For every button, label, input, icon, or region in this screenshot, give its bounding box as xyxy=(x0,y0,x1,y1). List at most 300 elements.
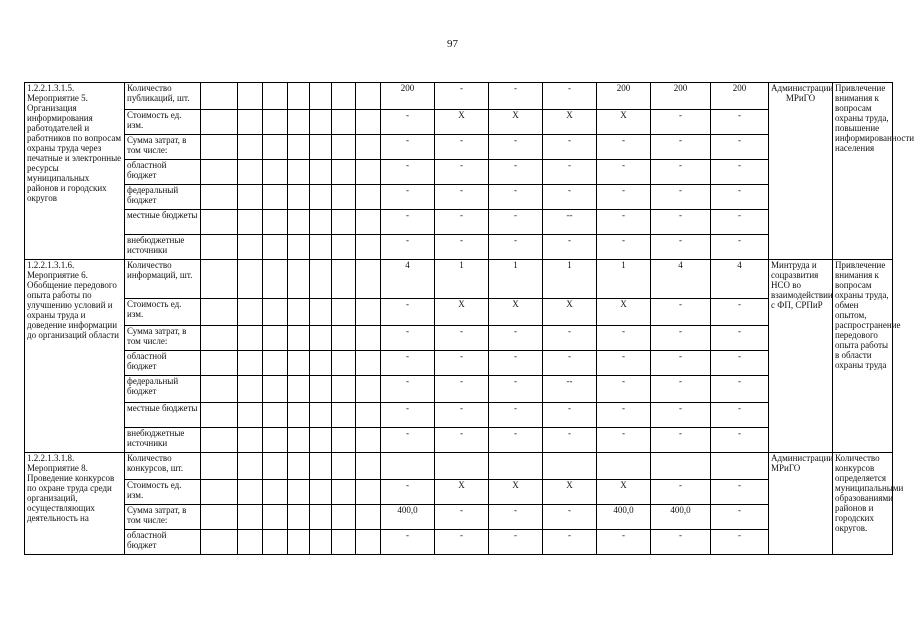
empty-cell xyxy=(332,135,356,160)
responsible-executor: Минтруда и соцразвития НСО во взаимодействии с ФП, СРПиР xyxy=(769,260,833,453)
table-row xyxy=(25,326,893,351)
value-cell: 1 xyxy=(489,260,543,299)
value-cell: - xyxy=(381,299,435,326)
indicator-label: Стоимость ед. изм. xyxy=(125,299,201,326)
empty-cell xyxy=(332,428,356,453)
value-cell: - xyxy=(543,403,597,428)
empty-cell xyxy=(288,83,310,110)
empty-cell xyxy=(238,505,263,530)
empty-cell xyxy=(288,351,310,376)
responsible-executor: Администрации МРиГО xyxy=(769,453,833,555)
value-cell xyxy=(489,453,543,480)
value-cell: - xyxy=(489,326,543,351)
empty-cell xyxy=(201,326,238,351)
table-row xyxy=(25,235,893,260)
value-cell: -- xyxy=(543,210,597,235)
value-cell: - xyxy=(381,160,435,185)
value-cell: - xyxy=(711,299,769,326)
empty-cell xyxy=(332,299,356,326)
empty-cell xyxy=(263,480,288,505)
value-cell: - xyxy=(597,428,651,453)
value-cell: - xyxy=(543,185,597,210)
value-cell: X xyxy=(435,299,489,326)
value-cell: - xyxy=(711,160,769,185)
value-cell: - xyxy=(651,135,711,160)
value-cell: - xyxy=(711,505,769,530)
empty-cell xyxy=(332,480,356,505)
empty-cell xyxy=(263,428,288,453)
value-cell: - xyxy=(381,480,435,505)
value-cell: - xyxy=(711,185,769,210)
empty-cell xyxy=(356,135,381,160)
value-cell: 1 xyxy=(597,260,651,299)
empty-cell xyxy=(310,403,332,428)
empty-cell xyxy=(201,210,238,235)
empty-cell xyxy=(201,403,238,428)
table-row xyxy=(25,351,893,376)
empty-cell xyxy=(332,403,356,428)
empty-cell xyxy=(332,235,356,260)
value-cell: - xyxy=(711,351,769,376)
value-cell: X xyxy=(489,110,543,135)
empty-cell xyxy=(356,403,381,428)
value-cell xyxy=(435,453,489,480)
value-cell: - xyxy=(651,210,711,235)
indicator-label: Стоимость ед. изм. xyxy=(125,480,201,505)
empty-cell xyxy=(238,403,263,428)
value-cell: - xyxy=(435,530,489,555)
empty-cell xyxy=(238,260,263,299)
value-cell xyxy=(711,453,769,480)
empty-cell xyxy=(310,83,332,110)
value-cell: X xyxy=(435,480,489,505)
empty-cell xyxy=(238,135,263,160)
empty-cell xyxy=(201,351,238,376)
empty-cell xyxy=(201,376,238,403)
empty-cell xyxy=(238,428,263,453)
value-cell: - xyxy=(597,403,651,428)
value-cell: - xyxy=(489,428,543,453)
value-cell: - xyxy=(489,185,543,210)
empty-cell xyxy=(201,185,238,210)
empty-cell xyxy=(288,403,310,428)
value-cell: - xyxy=(381,210,435,235)
empty-cell xyxy=(238,351,263,376)
empty-cell xyxy=(263,83,288,110)
empty-cell xyxy=(263,299,288,326)
empty-cell xyxy=(201,428,238,453)
value-cell: - xyxy=(651,299,711,326)
value-cell: -- xyxy=(543,376,597,403)
empty-cell xyxy=(288,376,310,403)
empty-cell xyxy=(356,110,381,135)
indicator-label: Сумма затрат, в том числе: xyxy=(125,135,201,160)
indicator-label: Количество информаций, шт. xyxy=(125,260,201,299)
value-cell: - xyxy=(543,428,597,453)
empty-cell xyxy=(201,135,238,160)
indicator-label: Сумма затрат, в том числе: xyxy=(125,505,201,530)
empty-cell xyxy=(288,428,310,453)
value-cell: - xyxy=(435,185,489,210)
value-cell: - xyxy=(597,351,651,376)
empty-cell xyxy=(263,260,288,299)
value-cell: - xyxy=(651,480,711,505)
value-cell: - xyxy=(435,83,489,110)
empty-cell xyxy=(356,235,381,260)
value-cell: - xyxy=(435,235,489,260)
value-cell: - xyxy=(381,185,435,210)
value-cell: - xyxy=(435,326,489,351)
empty-cell xyxy=(288,135,310,160)
value-cell: - xyxy=(489,376,543,403)
empty-cell xyxy=(201,110,238,135)
empty-cell xyxy=(238,83,263,110)
empty-cell xyxy=(238,299,263,326)
indicator-label: Количество конкурсов, шт. xyxy=(125,453,201,480)
indicator-label: внебюджетные источники xyxy=(125,428,201,453)
value-cell: - xyxy=(597,530,651,555)
value-cell: - xyxy=(489,403,543,428)
value-cell: - xyxy=(651,428,711,453)
empty-cell xyxy=(332,376,356,403)
table-row xyxy=(25,185,893,210)
value-cell: - xyxy=(435,505,489,530)
table-row xyxy=(25,376,893,403)
empty-cell xyxy=(332,110,356,135)
empty-cell xyxy=(263,403,288,428)
value-cell xyxy=(597,453,651,480)
empty-cell xyxy=(288,210,310,235)
value-cell: 200 xyxy=(381,83,435,110)
activity-name: 1.2.2.1.3.1.5. Мероприятие 5. Организация информирования работодателей и работников по вопросам охраны труда через печатные и электронные ресурсы муниципальных районов и городских округов xyxy=(25,83,125,260)
empty-cell xyxy=(310,210,332,235)
value-cell: - xyxy=(381,530,435,555)
value-cell: - xyxy=(381,376,435,403)
value-cell: - xyxy=(711,480,769,505)
empty-cell xyxy=(310,453,332,480)
value-cell: - xyxy=(651,376,711,403)
empty-cell xyxy=(356,453,381,480)
indicator-label: Стоимость ед. изм. xyxy=(125,110,201,135)
value-cell: - xyxy=(651,160,711,185)
table-body xyxy=(25,83,914,555)
value-cell: X xyxy=(597,299,651,326)
indicator-label: Количество публикаций, шт. xyxy=(125,83,201,110)
value-cell: X xyxy=(489,480,543,505)
value-cell: - xyxy=(381,135,435,160)
value-cell: - xyxy=(381,326,435,351)
value-cell: 1 xyxy=(543,260,597,299)
empty-cell xyxy=(356,505,381,530)
value-cell: - xyxy=(435,210,489,235)
empty-cell xyxy=(332,185,356,210)
empty-cell xyxy=(263,210,288,235)
empty-cell xyxy=(332,83,356,110)
indicator-label: местные бюджеты xyxy=(125,210,201,235)
empty-cell xyxy=(201,299,238,326)
empty-cell xyxy=(263,453,288,480)
table-row xyxy=(25,110,893,135)
empty-cell xyxy=(356,260,381,299)
empty-cell xyxy=(288,530,310,555)
empty-cell xyxy=(288,326,310,351)
empty-cell xyxy=(310,530,332,555)
empty-cell xyxy=(356,376,381,403)
empty-cell xyxy=(310,185,332,210)
value-cell: X xyxy=(489,299,543,326)
table-row xyxy=(25,453,893,480)
empty-cell xyxy=(288,260,310,299)
empty-cell xyxy=(310,235,332,260)
value-cell: - xyxy=(543,530,597,555)
value-cell: - xyxy=(435,403,489,428)
value-cell: 200 xyxy=(597,83,651,110)
value-cell: 200 xyxy=(651,83,711,110)
empty-cell xyxy=(238,185,263,210)
table-row xyxy=(25,480,893,505)
empty-cell xyxy=(238,376,263,403)
indicator-label: областной бюджет xyxy=(125,530,201,555)
program-table xyxy=(24,82,914,555)
empty-cell xyxy=(263,160,288,185)
empty-cell xyxy=(310,326,332,351)
value-cell: 400,0 xyxy=(597,505,651,530)
value-cell: - xyxy=(651,326,711,351)
empty-cell xyxy=(263,530,288,555)
empty-cell xyxy=(310,351,332,376)
value-cell: - xyxy=(435,428,489,453)
table-row xyxy=(25,403,893,428)
empty-cell xyxy=(310,428,332,453)
value-cell: X xyxy=(597,110,651,135)
value-cell: - xyxy=(543,505,597,530)
value-cell: - xyxy=(381,403,435,428)
empty-cell xyxy=(356,480,381,505)
empty-cell xyxy=(356,326,381,351)
empty-cell xyxy=(288,185,310,210)
empty-cell xyxy=(288,235,310,260)
empty-cell xyxy=(238,160,263,185)
value-cell: - xyxy=(381,110,435,135)
value-cell: - xyxy=(597,326,651,351)
empty-cell xyxy=(310,260,332,299)
empty-cell xyxy=(238,326,263,351)
value-cell: - xyxy=(543,235,597,260)
empty-cell xyxy=(263,351,288,376)
empty-cell xyxy=(201,530,238,555)
empty-cell xyxy=(201,505,238,530)
indicator-label: федеральный бюджет xyxy=(125,376,201,403)
value-cell: - xyxy=(489,530,543,555)
empty-cell xyxy=(201,453,238,480)
empty-cell xyxy=(263,235,288,260)
value-cell: - xyxy=(651,351,711,376)
empty-cell xyxy=(238,453,263,480)
empty-cell xyxy=(263,505,288,530)
expected-result: Привлечение внимания к вопросам охраны труда, повышение информированности населения xyxy=(833,83,893,260)
empty-cell xyxy=(288,480,310,505)
empty-cell xyxy=(263,326,288,351)
empty-cell xyxy=(263,376,288,403)
table-row xyxy=(25,260,893,299)
value-cell: - xyxy=(543,351,597,376)
value-cell: - xyxy=(543,83,597,110)
expected-result: Привлечение внимания к вопросам охраны труда, обмен опытом, распространение передового опыта работы в области охраны труда xyxy=(833,260,893,453)
indicator-label: федеральный бюджет xyxy=(125,185,201,210)
empty-cell xyxy=(356,299,381,326)
expected-result: Количество конкурсов определяется муниципальными образованиями районов и городских округов. xyxy=(833,453,893,555)
value-cell: - xyxy=(489,505,543,530)
empty-cell xyxy=(356,185,381,210)
indicator-label: областной бюджет xyxy=(125,351,201,376)
value-cell: - xyxy=(711,210,769,235)
empty-cell xyxy=(310,299,332,326)
value-cell: 200 xyxy=(711,83,769,110)
empty-cell xyxy=(201,83,238,110)
table-row xyxy=(25,83,893,110)
value-cell: - xyxy=(651,530,711,555)
value-cell: 4 xyxy=(711,260,769,299)
value-cell: - xyxy=(597,210,651,235)
empty-cell xyxy=(288,505,310,530)
value-cell: X xyxy=(543,299,597,326)
value-cell xyxy=(543,453,597,480)
value-cell: - xyxy=(489,235,543,260)
empty-cell xyxy=(288,110,310,135)
value-cell xyxy=(381,453,435,480)
value-cell: - xyxy=(435,351,489,376)
empty-cell xyxy=(263,185,288,210)
value-cell: - xyxy=(381,351,435,376)
table-row xyxy=(25,210,893,235)
value-cell: - xyxy=(489,83,543,110)
value-cell: 400,0 xyxy=(651,505,711,530)
empty-cell xyxy=(310,135,332,160)
empty-cell xyxy=(201,235,238,260)
value-cell: - xyxy=(543,160,597,185)
value-cell: - xyxy=(381,235,435,260)
empty-cell xyxy=(332,530,356,555)
value-cell: - xyxy=(711,403,769,428)
empty-cell xyxy=(356,428,381,453)
empty-cell xyxy=(288,299,310,326)
empty-cell xyxy=(332,260,356,299)
empty-cell xyxy=(310,376,332,403)
indicator-label: областной бюджет xyxy=(125,160,201,185)
value-cell: - xyxy=(381,428,435,453)
value-cell: - xyxy=(711,428,769,453)
value-cell xyxy=(651,453,711,480)
value-cell: - xyxy=(711,530,769,555)
empty-cell xyxy=(201,260,238,299)
empty-cell xyxy=(332,351,356,376)
value-cell: - xyxy=(711,235,769,260)
value-cell: X xyxy=(435,110,489,135)
empty-cell xyxy=(238,530,263,555)
empty-cell xyxy=(263,135,288,160)
empty-cell xyxy=(310,160,332,185)
empty-cell xyxy=(310,110,332,135)
empty-cell xyxy=(201,160,238,185)
empty-cell xyxy=(238,210,263,235)
value-cell: - xyxy=(711,110,769,135)
value-cell: - xyxy=(597,135,651,160)
value-cell: - xyxy=(651,403,711,428)
empty-cell xyxy=(356,160,381,185)
empty-cell xyxy=(288,453,310,480)
value-cell: - xyxy=(597,235,651,260)
value-cell: - xyxy=(711,326,769,351)
page-number: 97 xyxy=(447,38,458,50)
empty-cell xyxy=(332,505,356,530)
value-cell: - xyxy=(435,376,489,403)
empty-cell xyxy=(332,453,356,480)
value-cell: - xyxy=(543,135,597,160)
value-cell: - xyxy=(711,135,769,160)
value-cell: - xyxy=(597,376,651,403)
empty-cell xyxy=(310,505,332,530)
empty-cell xyxy=(238,235,263,260)
value-cell: - xyxy=(489,351,543,376)
empty-cell xyxy=(356,351,381,376)
value-cell: X xyxy=(543,110,597,135)
value-cell: 1 xyxy=(435,260,489,299)
empty-cell xyxy=(332,160,356,185)
value-cell: - xyxy=(651,235,711,260)
empty-cell xyxy=(201,480,238,505)
value-cell: - xyxy=(435,135,489,160)
value-cell: - xyxy=(489,160,543,185)
empty-cell xyxy=(238,480,263,505)
value-cell: - xyxy=(543,326,597,351)
empty-cell xyxy=(263,110,288,135)
table-row xyxy=(25,505,893,530)
value-cell: - xyxy=(435,160,489,185)
empty-cell xyxy=(288,160,310,185)
responsible-executor: Администрации МРиГО xyxy=(769,83,833,260)
value-cell: - xyxy=(651,110,711,135)
value-cell: X xyxy=(597,480,651,505)
value-cell: - xyxy=(489,210,543,235)
activity-name: 1.2.2.1.3.1.6. Мероприятие 6. Обобщение передового опыта работы по улучшению условий и охраны труда и доведение информации до организаций области xyxy=(25,260,125,453)
value-cell: 400,0 xyxy=(381,505,435,530)
empty-cell xyxy=(356,530,381,555)
empty-cell xyxy=(332,326,356,351)
value-cell: 4 xyxy=(381,260,435,299)
indicator-label: внебюджетные источники xyxy=(125,235,201,260)
value-cell: 4 xyxy=(651,260,711,299)
value-cell: - xyxy=(489,135,543,160)
table-row xyxy=(25,299,893,326)
value-cell: - xyxy=(651,185,711,210)
activity-name: 1.2.2.1.3.1.8. Мероприятие 8. Проведение конкурсов по охране труда среди организаций, осуществляющих деятельность на xyxy=(25,453,125,555)
value-cell: - xyxy=(597,185,651,210)
table-row xyxy=(25,160,893,185)
indicator-label: местные бюджеты xyxy=(125,403,201,428)
value-cell: - xyxy=(597,160,651,185)
table-row xyxy=(25,428,893,453)
indicator-label: Сумма затрат, в том числе: xyxy=(125,326,201,351)
value-cell: - xyxy=(711,376,769,403)
empty-cell xyxy=(310,480,332,505)
empty-cell xyxy=(356,83,381,110)
empty-cell xyxy=(332,210,356,235)
empty-cell xyxy=(238,110,263,135)
table-row xyxy=(25,135,893,160)
empty-cell xyxy=(356,210,381,235)
table-row xyxy=(25,530,893,555)
value-cell: X xyxy=(543,480,597,505)
